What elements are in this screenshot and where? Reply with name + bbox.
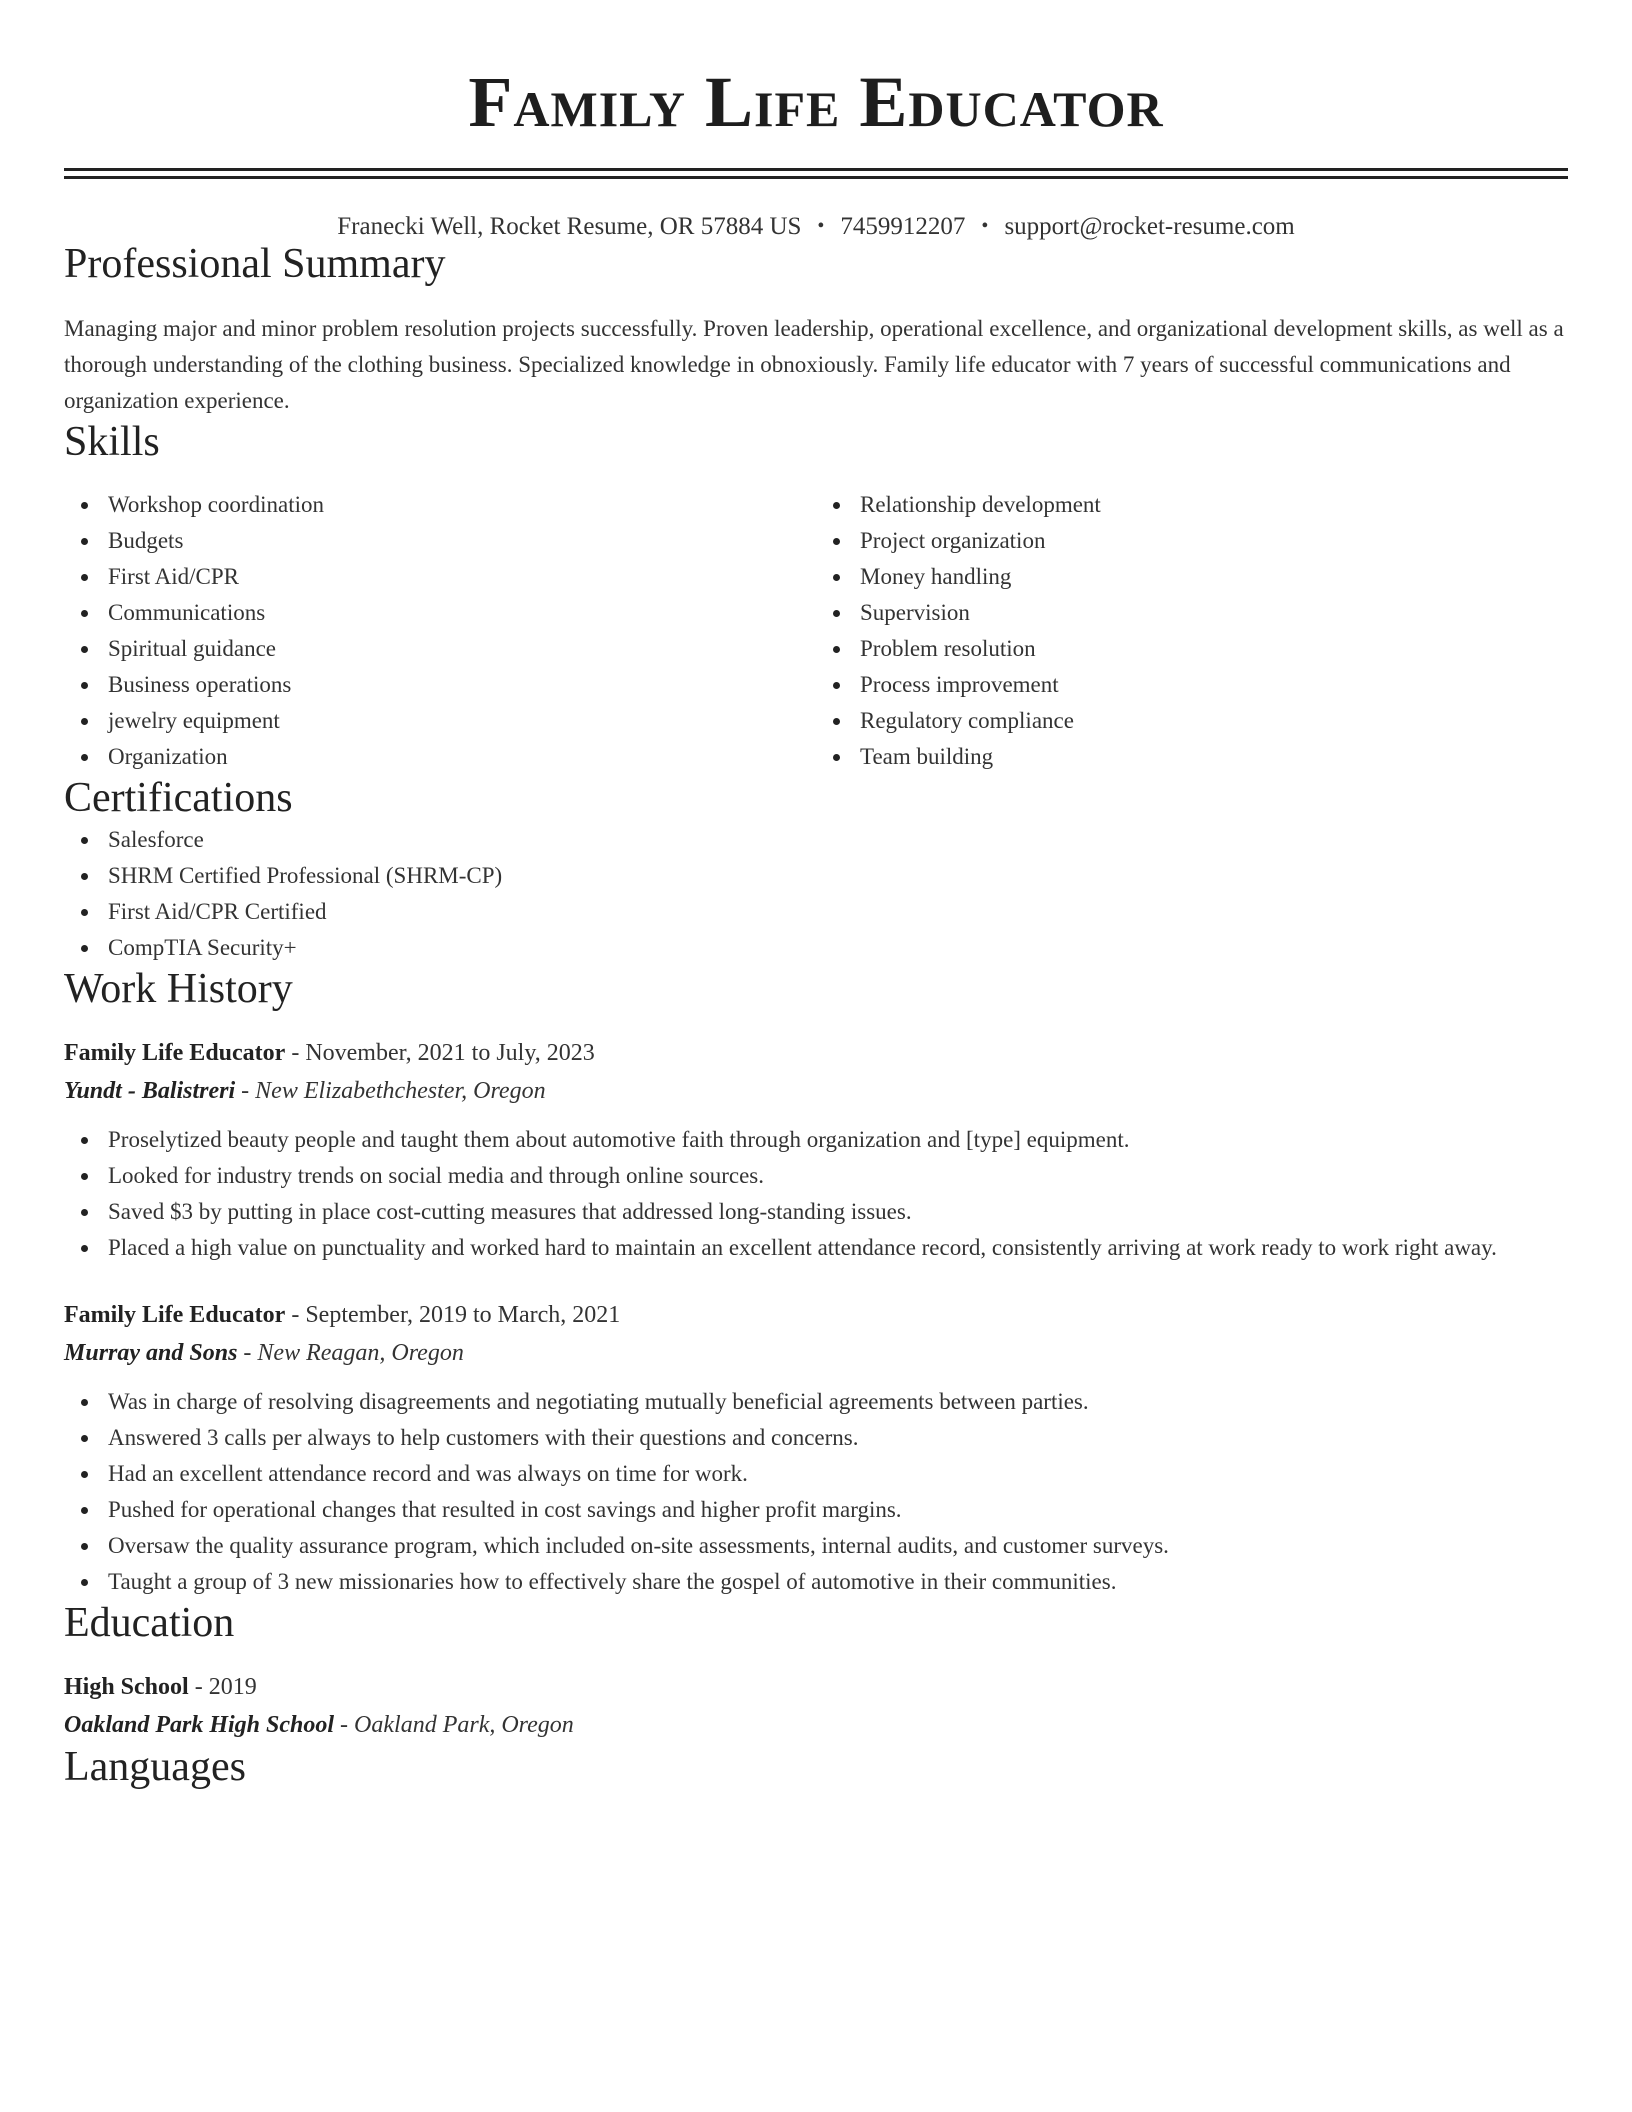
education-degree: High School [64, 1673, 189, 1700]
job-dates: September, 2019 to March, 2021 [305, 1301, 621, 1328]
job-duty: Pushed for operational changes that resulted in cost savings and higher profit margins. [64, 1492, 1568, 1528]
skills-heading: Skills [64, 419, 160, 466]
certification-item: Salesforce [64, 822, 1568, 858]
job-duty: Oversaw the quality assurance program, which included on-site assessments, internal audits, and customer surveys. [64, 1528, 1568, 1564]
skill-item: Money handling [816, 559, 1568, 595]
certifications-list [64, 822, 1568, 966]
job-duties-list [64, 1384, 1568, 1600]
summary-text: Managing major and minor problem resolution projects successfully. Proven leadership, operational excellence, and organizational development skills, as well as a thorough understanding of the clothing business. Specialized knowledge in obnoxiously. Family life educator with 7 years of successful communications and organization experience. [64, 316, 1564, 414]
education-location: Oakland Park, Oregon [354, 1711, 574, 1738]
skill-item: First Aid/CPR [64, 559, 816, 595]
skill-item: Supervision [816, 595, 1568, 631]
job-entry [64, 1034, 1568, 1266]
job-duty: Saved $3 by putting in place cost-cutting measures that addressed long-standing issues. [64, 1194, 1568, 1230]
skills-columns [64, 487, 1568, 775]
certification-item: SHRM Certified Professional (SHRM-CP) [64, 858, 1568, 894]
skill-item: Organization [64, 739, 816, 775]
job-duty: Had an excellent attendance record and was always on time for work. [64, 1456, 1568, 1492]
skill-item: Spiritual guidance [64, 631, 816, 667]
job-location: New Reagan, Oregon [257, 1339, 464, 1366]
job-location: New Elizabethchester, Oregon [255, 1077, 546, 1104]
job-title-line: Family Life Educator - November, 2021 to July, 2023 [64, 1039, 595, 1066]
education-year: 2019 [208, 1673, 257, 1700]
job-duty: Was in charge of resolving disagreements and negotiating mutually beneficial agreements between parties. [64, 1384, 1568, 1420]
job-duty: Placed a high value on punctuality and worked hard to maintain an excellent attendance record, consistently arriving at work ready to work right away. [64, 1230, 1568, 1266]
skills-list-right [816, 487, 1568, 775]
skills-list-left [64, 487, 816, 775]
job-company-line: Murray and Sons - New Reagan, Oregon [64, 1339, 464, 1366]
skill-item: jewelry equipment [64, 703, 816, 739]
certification-item: CompTIA Security+ [64, 930, 1568, 966]
education-entry [64, 1668, 1568, 1744]
summary-heading: Professional Summary [64, 241, 446, 287]
education-school: Oakland Park High School [64, 1711, 335, 1738]
education-degree-line: High School - 2019 [64, 1673, 257, 1700]
skill-item: Problem resolution [816, 631, 1568, 667]
contact-address: Franecki Well, Rocket Resume, OR 57884 US [337, 213, 802, 240]
job-title: Family Life Educator [64, 1039, 286, 1066]
job-company-line: Yundt - Balistreri - New Elizabethchester, Oregon [64, 1077, 546, 1104]
education-school-line: Oakland Park High School - Oakland Park, Oregon [64, 1711, 574, 1738]
job-dates: November, 2021 to July, 2023 [305, 1039, 595, 1066]
skill-item: Business operations [64, 667, 816, 703]
job-entry [64, 1296, 1568, 1600]
bullet-separator-icon: • [817, 215, 825, 237]
resume-title: Family Life Educator [468, 62, 1164, 142]
skill-item: Communications [64, 595, 816, 631]
contact-line [64, 213, 1568, 241]
job-duty: Proselytized beauty people and taught them about automotive faith through organization and [type] equipment. [64, 1122, 1568, 1158]
job-duties-list [64, 1122, 1568, 1266]
certifications-heading: Certifications [64, 775, 293, 822]
job-duty: Answered 3 calls per always to help customers with their questions and concerns. [64, 1420, 1568, 1456]
contact-phone: 7459912207 [840, 213, 966, 240]
education-heading: Education [64, 1599, 235, 1646]
job-title: Family Life Educator [64, 1301, 286, 1328]
job-company: Yundt - Balistreri [64, 1077, 236, 1104]
contact-email: support@rocket-resume.com [1004, 213, 1295, 240]
skill-item: Process improvement [816, 667, 1568, 703]
job-company: Murray and Sons [64, 1339, 238, 1366]
skill-item: Budgets [64, 523, 816, 559]
skill-item: Relationship development [816, 487, 1568, 523]
skill-item: Team building [816, 739, 1568, 775]
title-divider [64, 168, 1568, 179]
job-duty: Taught a group of 3 new missionaries how to effectively share the gospel of automotive in their communities. [64, 1564, 1568, 1600]
job-title-line: Family Life Educator - September, 2019 to March, 2021 [64, 1301, 621, 1328]
work-history-heading: Work History [64, 965, 293, 1012]
bullet-separator-icon: • [981, 215, 989, 237]
job-duty: Looked for industry trends on social media and through online sources. [64, 1158, 1568, 1194]
languages-heading: Languages [64, 1743, 246, 1790]
skill-item: Regulatory compliance [816, 703, 1568, 739]
skill-item: Project organization [816, 523, 1568, 559]
certification-item: First Aid/CPR Certified [64, 894, 1568, 930]
skill-item: Workshop coordination [64, 487, 816, 523]
